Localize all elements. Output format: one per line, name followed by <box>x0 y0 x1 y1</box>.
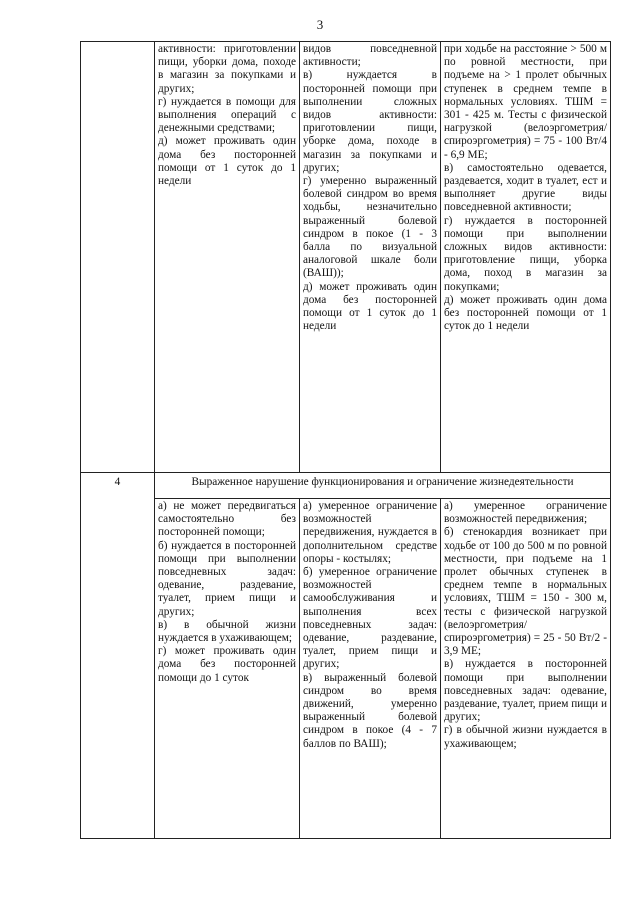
criteria-cell-col3: при ходьбе на расстояние > 500 м по ровной местности, при подъеме на > 1 пролет обычных ступенек в среднем темпе в нормальных условиях. ТШМ = 301 - 425 м. Тесты с физической нагрузкой (велоэргометрия/спироэргометрия) = 75 - 100 Вт/4 - 6,9 МЕ; в) самостоятельно одевается, раздевается, ходит в туалет, ест и выполняет другие виды повседневной активности; г) нуждается в посторонней помощи при выполнении сложных видов активности: приготовление пищи, уборка дома, поход в магазин за покупками; д) может проживать один дома без посторонней помощи от 1 суток до 1 недели <box>441 42 611 473</box>
table-row-section-4-heading <box>81 473 611 499</box>
row-number-cell <box>81 42 155 473</box>
criteria-cell-col2: видов повседневной активности; в) нуждается в посторонней помощи при выполнении сложных видов активности: приготовлении пищи, уборке дома, походе в магазин за покупками и других; г) умеренно выраженный болевой синдром во время ходьбы, незначительно выраженный болевой синдром в покое (1 - 3 балла по визуальной аналоговой шкале боли (ВАШ)); д) может проживать один дома без посторонней помощи от 1 суток до 1 недели <box>300 42 441 473</box>
section-heading: Выраженное нарушение функционирования и ограничение жизнедеятельности <box>155 473 611 499</box>
criteria-table <box>80 41 611 839</box>
criteria-cell-col1: активности: приготовлении пищи, уборки дома, походе в магазин за покупками и других; г) нуждается в помощи для выполнения операций с денежными средствами; д) может проживать один дома без посторонней помощи от 1 суток до 1 недели <box>155 42 300 473</box>
table-row-section-3 <box>81 42 611 473</box>
row-number-cell: 4 <box>81 473 155 839</box>
page-number: 3 <box>316 17 324 32</box>
criteria-cell-col2: а) умеренное ограничение возможностей передвижения, нуждается в дополнительном средстве опоры - костылях; б) умеренное ограничение возможностей самообслуживания и выполнения всех повседневных задач: одевание, раздевание, туалет, прием пищи и других; в) выраженный болевой синдром во время движений, умеренно выраженный болевой синдром в покое (4 - 7 баллов по ВАШ); <box>300 499 441 839</box>
criteria-cell-col1: а) не может передвигаться самостоятельно без посторонней помощи; б) нуждается в посторонней помощи при выполнении повседневных задач: одевание, раздевание, туалет, прием пищи и других; в) в обычной жизни нуждается в ухаживающем; г) может проживать один дома без посторонней помощи до 1 суток <box>155 499 300 839</box>
table-row-section-4 <box>81 499 611 839</box>
criteria-cell-col3: а) умеренное ограничение возможностей передвижения; б) стенокардия возникает при ходьбе от 100 до 500 м по ровной местности, при подъеме на 1 пролет обычных ступенек в среднем темпе в нормальных условиях, ТШМ = 150 - 300 м, тесты с физической нагрузкой (велоэргометрия/спироэргометрия) = 25 - 50 Вт/2 - 3,9 МЕ; в) нуждается в посторонней помощи при выполнении повседневных задач: одевание, раздевание, туалет, прием пищи и других; г) в обычной жизни нуждается в ухаживающем; <box>441 499 611 839</box>
